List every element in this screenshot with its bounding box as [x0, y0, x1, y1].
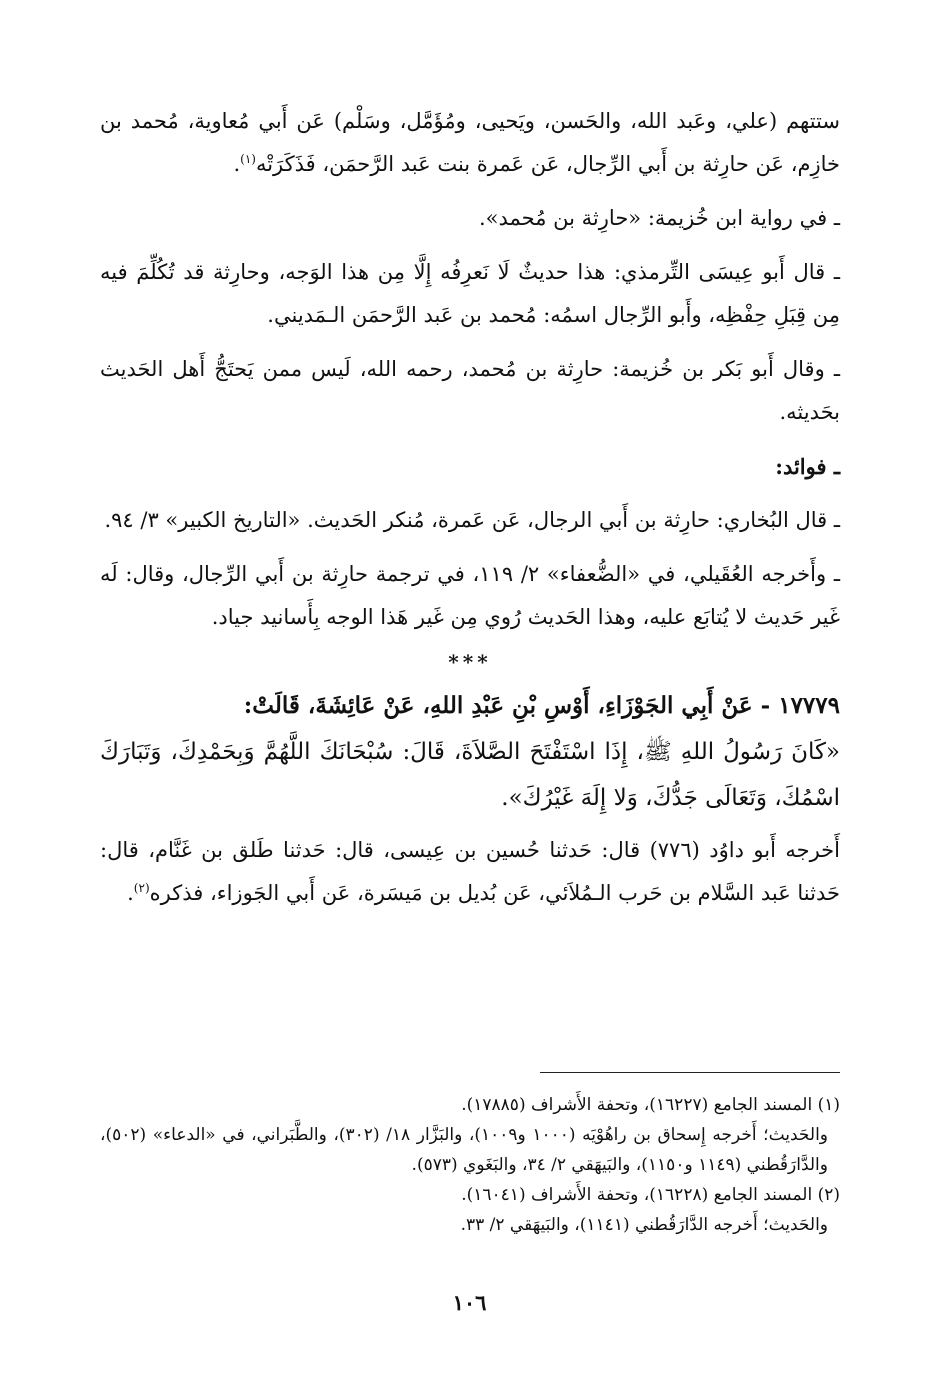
fawaid-heading: ـ فوائد: [775, 454, 840, 479]
footnote-2-detail: والحَديث؛ أَخرجه الدَّارَقُطني (١١٤١)، والبَيهَقي ٢/ ٣٣. [460, 1215, 828, 1235]
footnote-1: (١) المسند الجامع (١٦٢٢٧)، وتحفة الأَشراف (١٧٨٨٥). [461, 1095, 840, 1115]
paragraph-text: ستتهم (علي، وعَبد الله، والحَسن، ويَحيى، ومُؤَمَّل، وسَلْم) عَن أَبي مُعاوية، مُحمد بن خازِم، عَن حارِثة بن أَبي الرِّجال، عَن عَمرة بنت عَبد الرَّحمَن، فَذَكَرَتْه [100, 109, 840, 176]
paragraph-ibn-khuzayma-riwaya: ـ في رواية ابن خُزيمة: «حارِثة بن مُحمد». [479, 206, 840, 230]
footnote-2: (٢) المسند الجامع (١٦٢٢٨)، وتحفة الأَشراف (١٦٠٤١). [461, 1185, 840, 1205]
footnote-divider [540, 1072, 840, 1073]
hadith-heading [100, 683, 840, 729]
takhrij-end: . [127, 881, 134, 905]
paragraph-uqayli: ـ وأَخرجه العُقَيلي، في «الضُّعفاء» ٢/ ١١٩، في ترجمة حارِثة بن أَبي الرِّجال، وقال: لَه غَير حَديث لا يُتابَع عليه، وهذا الحَديث رُوي مِن غَير هَذا الوجه بِأَسانيد جياد. [100, 562, 840, 629]
paragraph-takhrij [100, 829, 840, 915]
hadith-matn: «كَانَ رَسُولُ اللهِ ﷺ، إِذَا اسْتَفْتَحَ الصَّلاَةَ، قَالَ: سُبْحَانَكَ اللَّهُمَّ وَبِحَمْدِكَ، وَتَبَارَكَ اسْمُكَ، وَتَعَالَى جَدُّكَ، وَلا إِلَهَ غَيْرُكَ». [100, 739, 840, 811]
paragraph-end: . [233, 152, 241, 176]
hadith-isnad: عَنْ أَبِي الجَوْزَاءِ، أَوْسِ بْنِ عَبْدِ اللهِ، عَنْ عَائِشَةَ، قَالَتْ: [243, 692, 753, 719]
footnotes [100, 1090, 840, 1240]
footnote-1-detail: والحَديث؛ أَخرجه إِسحاق بن راهُوْيَه (١٠٠٠ و١٠٠٩)، والبَزَّار ١٨/ (٣٠٢)، والطَّبَراني، في «الدعاء» (٥٠٢)، والدَّارَقُطني (١١٤٩ و١١٥٠)، والبَيهَقي ٢/ ٣٤، والبَغَوي (٥٧٣). [100, 1125, 829, 1175]
page-number: ١٠٦ [452, 1290, 487, 1315]
paragraph-ibn-khuzayma: ـ وقال أَبو بَكر بن خُزيمة: حارِثة بن مُحمد، رحمه الله، لَيس ممن يَحتَجُّ أَهل الحَديث بحَديثه. [100, 357, 840, 424]
footnote-ref-2[interactable]: (٢) [133, 881, 150, 895]
hadith-number: ١٧٧٧٩ - [760, 692, 840, 719]
section-separator: *** [448, 650, 492, 674]
takhrij-text: أَخرجه أَبو داوُد (٧٧٦) قال: حَدثنا حُسين بن عِيسى، قال: حَدثنا طَلق بن غَنَّام، قال: حَدثنا عَبد السَّلام بن حَرب الـمُلاَئي، عَن بُديل بن مَيسَرة، عَن أَبي الجَوزاء، فذكره [100, 838, 840, 905]
paragraph-isnad-summary [100, 100, 840, 186]
paragraph-bukhari: ـ قال البُخاري: حارِثة بن أَبي الرجال، عَن عَمرة، مُنكر الحَديث. «التاريخ الكبير» ٣/ ٩٤. [104, 508, 840, 532]
paragraph-tirmidhi: ـ قال أَبو عِيسَى التِّرمذي: هذا حديثٌ لَا نَعرِفُه إِلَّا مِن هذا الوَجه، وحارِثة قد تُكُلِّمَ فيه مِن قِبَلِ حِفْظِه، وأَبو الرِّجال اسمُه: مُحمد بن عَبد الرَّحمَن الـمَديني. [100, 260, 840, 327]
main-text [100, 100, 840, 915]
footnote-ref-1[interactable]: (١) [240, 152, 256, 166]
